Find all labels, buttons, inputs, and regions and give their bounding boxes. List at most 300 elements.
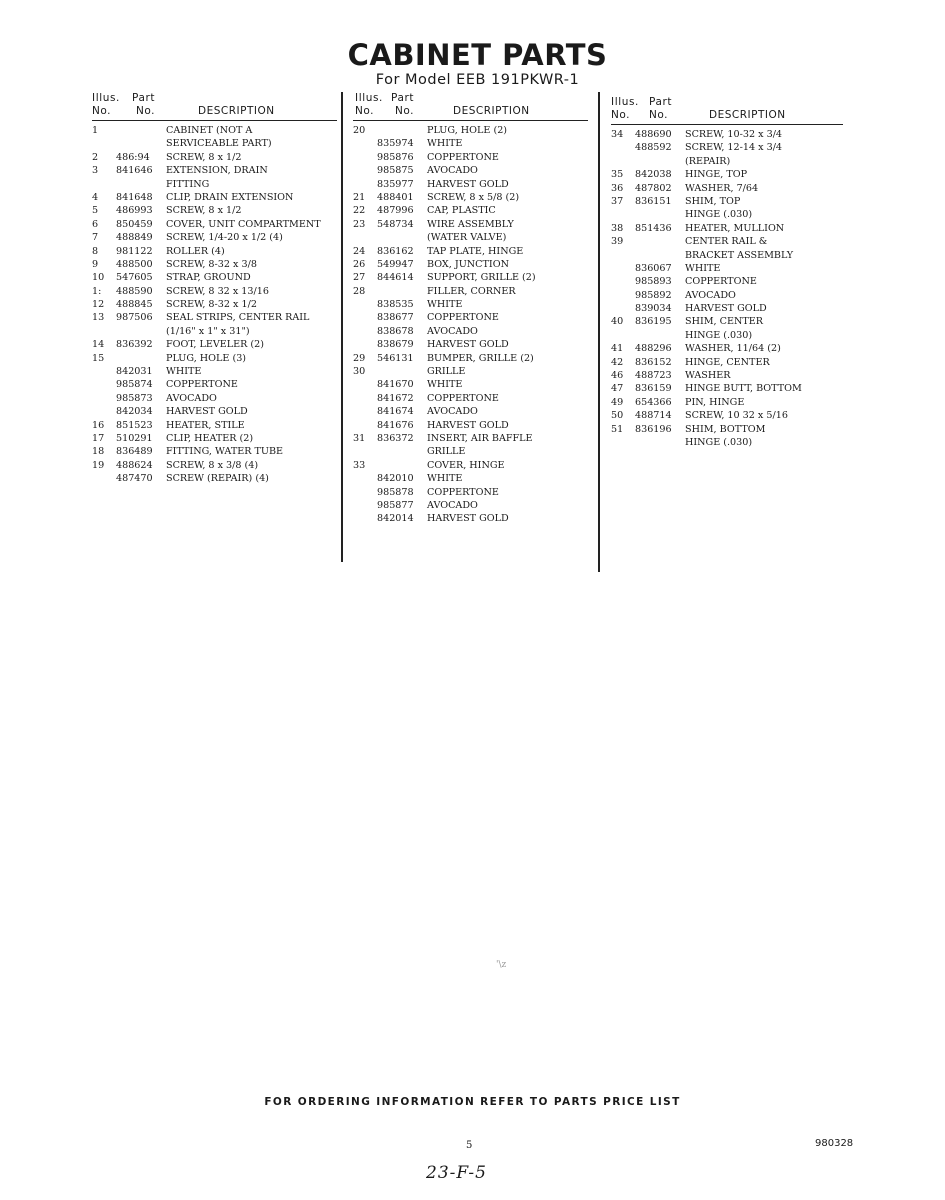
table-row [92,405,337,418]
illus-number: 51 [611,423,624,435]
part-number: 488500 [116,258,153,270]
part-number: 981122 [116,245,153,257]
parts-column [92,92,337,486]
part-description: COPPERTONE [427,312,499,324]
ordering-note: FOR ORDERING INFORMATION REFER TO PARTS PRICE LIST [264,1096,681,1108]
illus-number: 42 [611,356,624,368]
part-description: COVER, UNIT COMPARTMENT [166,218,321,230]
part-number: 841676 [377,419,414,431]
illus-number: 6 [92,218,99,230]
table-row [92,218,337,231]
model-subtitle: For Model EEB 191PKWR-1 [375,72,580,88]
handwritten-note: 23-F-5 [426,1163,487,1183]
illus-number: 16 [92,419,105,431]
part-number: 487802 [635,182,672,194]
part-number: 985874 [116,379,153,391]
part-description: (WATER VALVE) [427,232,507,244]
table-row [611,249,843,262]
table-row [353,271,588,284]
header-no: No. [355,105,374,117]
table-row [92,378,337,391]
illus-number: 14 [92,339,105,351]
part-description: (REPAIR) [685,155,731,167]
table-row [611,128,843,141]
part-number: 488845 [116,299,153,311]
part-description: SHIM, CENTER [685,316,764,328]
column-header-bottom [353,105,588,121]
part-number: 836392 [116,339,153,351]
part-description: WASHER, 7/64 [685,182,759,194]
table-row [353,298,588,311]
part-number: 488849 [116,232,153,244]
table-row [353,191,588,204]
illus-number: 23 [353,218,366,230]
part-description: FILLER, CORNER [427,285,516,297]
table-row [92,204,337,217]
part-number: 488401 [377,191,414,203]
part-description: INSERT, AIR BAFFLE [427,432,533,444]
page-title: CABINET PARTS [347,38,608,72]
header-description: DESCRIPTION [709,109,786,121]
parts-rows [353,124,588,526]
table-row [611,342,843,355]
part-number: 987506 [116,312,153,324]
part-number: 844614 [377,272,414,284]
part-description: AVOCADO [427,325,478,337]
part-number: 841674 [377,406,414,418]
column-header-top [353,92,588,105]
table-row [611,329,843,342]
part-number: 486993 [116,205,153,217]
part-number: 488723 [635,370,672,382]
column-header-top [611,96,843,109]
part-description: AVOCADO [427,165,478,177]
table-row [353,512,588,525]
part-number: 838535 [377,299,414,311]
column-header-bottom [92,105,337,121]
illus-number: 2 [92,151,99,163]
part-description: SCREW, 8 x 1/2 [166,151,242,163]
part-description: (1/16" x 1" x 31") [166,325,250,337]
illus-number: 36 [611,182,624,194]
part-description: SCREW, 8 x 3/8 (4) [166,459,259,471]
part-description: WHITE [427,299,463,311]
table-row [611,275,843,288]
table-row [92,392,337,405]
table-row [611,182,843,195]
illus-number: 20 [353,125,366,136]
part-description: SHIM, TOP [685,195,741,207]
part-description: COPPERTONE [166,379,238,391]
table-row [611,168,843,181]
table-row [353,459,588,472]
table-row [92,472,337,485]
header-no: No. [611,109,630,121]
table-row [92,137,337,150]
part-number: 836162 [377,245,414,257]
table-row [353,499,588,512]
part-description: SCREW, 10-32 x 3/4 [685,129,783,140]
table-row [92,285,337,298]
parts-rows [611,128,843,449]
illus-number: 26 [353,258,366,270]
part-number: 547605 [116,272,153,284]
part-number: 985878 [377,486,414,498]
part-number: 985873 [116,392,153,404]
part-description: HINGE (.030) [685,209,753,221]
table-row [92,352,337,365]
part-description: SERVICEABLE PART) [166,138,272,150]
part-description: ROLLER (4) [166,245,225,257]
part-description: COPPERTONE [427,486,499,498]
illus-number: 31 [353,432,366,444]
part-description: TAP PLATE, HINGE [427,245,524,257]
scan-speck: '\z [496,960,507,970]
part-description: CAP, PLASTIC [427,205,496,217]
part-description: BUMPER, GRILLE (2) [427,352,534,364]
illus-number: 13 [92,312,105,324]
parts-rows [92,124,337,486]
table-row [353,405,588,418]
illus-number: 28 [353,285,366,297]
part-description: FITTING [166,178,210,190]
part-number: 842031 [116,366,153,378]
part-number: 836196 [635,423,672,435]
part-description: SCREW, 8-32 x 3/8 [166,258,257,270]
table-row [611,423,843,436]
part-description: WHITE [427,473,463,485]
part-description: CLIP, DRAIN EXTENSION [166,191,294,203]
illus-number: 17 [92,432,105,444]
illus-number: 35 [611,169,624,181]
header-illus: Illus. [611,96,639,108]
illus-number: 27 [353,272,366,284]
part-number: 836152 [635,356,672,368]
column-header-top [92,92,337,105]
part-description: HARVEST GOLD [427,513,509,525]
illus-number: 46 [611,370,624,382]
table-row [92,419,337,432]
table-row [353,392,588,405]
header-description: DESCRIPTION [453,105,530,117]
illus-number: 3 [92,165,99,177]
illus-number: 40 [611,316,624,328]
illus-number: 8 [92,245,99,257]
table-row [611,155,843,168]
part-description: WHITE [427,138,463,150]
illus-number: 9 [92,258,99,270]
part-description: WHITE [427,379,463,391]
part-description: HINGE, CENTER [685,356,770,368]
table-row [353,245,588,258]
table-row [353,365,588,378]
table-row [353,137,588,150]
part-number: 835974 [377,138,414,150]
part-description: SCREW, 8 x 1/2 [166,205,242,217]
table-row [611,315,843,328]
illus-number: 30 [353,366,366,378]
part-description: HARVEST GOLD [427,339,509,351]
part-number: 842014 [377,513,414,525]
table-row [353,178,588,191]
illus-number: 37 [611,195,624,207]
part-description: COPPERTONE [427,151,499,163]
illus-number: 7 [92,232,99,244]
part-description: PIN, HINGE [685,396,745,408]
table-row [353,338,588,351]
table-row [353,164,588,177]
header-no: No. [649,109,668,121]
part-number: 985875 [377,165,414,177]
header-illus: Illus. [355,92,383,104]
part-number: 851436 [635,222,672,234]
table-row [611,195,843,208]
illus-number: 4 [92,191,99,203]
part-description: FOOT, LEVELER (2) [166,339,265,351]
part-number: 985892 [635,289,672,301]
table-row [92,231,337,244]
table-row [353,486,588,499]
column-divider [341,92,343,562]
illus-number: 21 [353,191,366,203]
table-row [353,124,588,137]
part-description: SCREW, 8 32 x 13/16 [166,285,269,297]
table-row [611,436,843,449]
part-number: 841670 [377,379,414,391]
part-number: 835977 [377,178,414,190]
illus-number: 47 [611,383,624,395]
part-description: GRILLE [427,446,466,458]
part-description: HEATER, MULLION [685,222,785,234]
part-number: 836159 [635,383,672,395]
part-number: 488296 [635,343,672,355]
table-row [92,445,337,458]
header-part: Part [649,96,673,108]
table-row [611,356,843,369]
part-description: SCREW, 12-14 x 3/4 [685,142,783,154]
header-part: Part [391,92,415,104]
illus-number: 29 [353,352,366,364]
part-number: 838678 [377,325,414,337]
part-description: PLUG, HOLE (3) [166,352,247,364]
part-number: 985876 [377,151,414,163]
part-description: SCREW, 8-32 x 1/2 [166,299,257,311]
part-number: 841646 [116,165,153,177]
column-header-bottom [611,109,843,125]
table-row [353,151,588,164]
table-row [92,245,337,258]
illus-number: 19 [92,459,105,471]
table-row [92,459,337,472]
part-description: SCREW, 1/4-20 x 1/2 (4) [166,232,283,244]
illus-number: 38 [611,222,624,234]
part-description: HINGE, TOP [685,169,748,181]
table-row [353,445,588,458]
part-description: HEATER, STILE [166,419,245,431]
table-row [92,338,337,351]
part-description: CABINET (NOT A [166,125,253,136]
part-number: 850459 [116,218,153,230]
table-row [353,432,588,445]
part-number: 842038 [635,169,672,181]
table-row [611,235,843,248]
header-illus: Illus. [92,92,120,104]
part-number: 546131 [377,352,414,364]
part-description: FITTING, WATER TUBE [166,446,284,458]
table-row [92,365,337,378]
header-no: No. [92,105,111,117]
table-row [92,271,337,284]
header-no: No. [136,105,155,117]
illus-number: 50 [611,410,624,422]
document-number: 980328 [815,1138,854,1149]
column-divider [598,92,600,572]
part-description: WASHER [685,370,731,382]
part-number: 488590 [116,285,153,297]
part-description: COVER, HINGE [427,459,505,471]
part-number: 487470 [116,473,153,485]
table-row [611,141,843,154]
table-row [353,419,588,432]
illus-number: 22 [353,205,366,217]
part-description: HINGE (.030) [685,436,753,448]
parts-column [611,92,843,449]
table-row [92,164,337,177]
part-description: SCREW (REPAIR) (4) [166,473,269,485]
part-number: 836151 [635,195,672,207]
part-description: SHIM, BOTTOM [685,423,766,435]
part-description: HARVEST GOLD [166,406,248,418]
header-part: Part [132,92,156,104]
illus-number: 34 [611,129,624,140]
table-row [353,472,588,485]
part-number: 842034 [116,406,153,418]
part-description: HARVEST GOLD [427,419,509,431]
illus-number: 1 [92,125,99,136]
table-row [611,396,843,409]
part-number: 549947 [377,258,414,270]
part-description: EXTENSION, DRAIN [166,165,268,177]
part-description: WASHER, 11/64 (2) [685,343,781,355]
part-description: BOX, JUNCTION [427,258,509,270]
part-description: HARVEST GOLD [685,303,767,315]
part-description: BRACKET ASSEMBLY [685,249,794,261]
part-number: 836067 [635,262,672,274]
table-row [611,289,843,302]
table-row [92,325,337,338]
part-number: 985877 [377,499,414,511]
illus-number: 1: [92,285,102,297]
part-description: COPPERTONE [427,392,499,404]
part-number: 836195 [635,316,672,328]
table-row [611,208,843,221]
table-row [353,378,588,391]
table-row [353,325,588,338]
table-row [353,218,588,231]
table-row [92,151,337,164]
table-row [611,302,843,315]
part-number: 985893 [635,276,672,288]
part-number: 851523 [116,419,153,431]
part-description: CENTER RAIL & [685,236,768,248]
part-description: WHITE [685,262,721,274]
part-description: PLUG, HOLE (2) [427,125,508,136]
part-description: SEAL STRIPS, CENTER RAIL [166,312,310,324]
part-description: SCREW, 10 32 x 5/16 [685,410,788,422]
table-row [611,262,843,275]
header-description: DESCRIPTION [198,105,275,117]
part-description: AVOCADO [685,289,736,301]
parts-column [353,92,588,526]
table-row [353,258,588,271]
table-row [611,409,843,422]
part-number: 838679 [377,339,414,351]
illus-number: 10 [92,272,105,284]
part-description: AVOCADO [427,499,478,511]
illus-number: 24 [353,245,366,257]
illus-number: 12 [92,299,105,311]
part-number: 839034 [635,303,672,315]
part-number: 842010 [377,473,414,485]
table-row [92,258,337,271]
table-row [92,432,337,445]
illus-number: 18 [92,446,105,458]
part-description: CLIP, HEATER (2) [166,432,254,444]
table-row [611,369,843,382]
part-description: COPPERTONE [685,276,757,288]
table-row [353,231,588,244]
part-description: WHITE [166,366,202,378]
part-number: 510291 [116,432,153,444]
part-description: SUPPORT, GRILLE (2) [427,272,536,284]
part-description: HARVEST GOLD [427,178,509,190]
table-row [92,311,337,324]
table-row [92,298,337,311]
part-number: 836372 [377,432,414,444]
illus-number: 39 [611,236,624,248]
table-row [353,285,588,298]
part-description: HINGE (.030) [685,329,753,341]
part-number: 654366 [635,396,672,408]
illus-number: 33 [353,459,366,471]
table-row [353,204,588,217]
part-number: 487996 [377,205,414,217]
part-description: AVOCADO [427,406,478,418]
part-number: 488714 [635,410,672,422]
header-no: No. [395,105,414,117]
part-description: SCREW, 8 x 5/8 (2) [427,191,520,203]
table-row [611,382,843,395]
part-number: 488624 [116,459,153,471]
part-number: 488592 [635,142,672,154]
table-row [92,191,337,204]
part-number: 841648 [116,191,153,203]
part-number: 838677 [377,312,414,324]
table-row [92,124,337,137]
illus-number: 15 [92,352,105,364]
part-number: 836489 [116,446,153,458]
part-number: 548734 [377,218,414,230]
table-row [92,178,337,191]
part-description: STRAP, GROUND [166,272,251,284]
page-number: 5 [466,1140,473,1151]
illus-number: 5 [92,205,99,217]
table-row [353,311,588,324]
part-description: AVOCADO [166,392,217,404]
illus-number: 49 [611,396,624,408]
part-number: 486:94 [116,151,150,163]
part-number: 488690 [635,129,672,140]
